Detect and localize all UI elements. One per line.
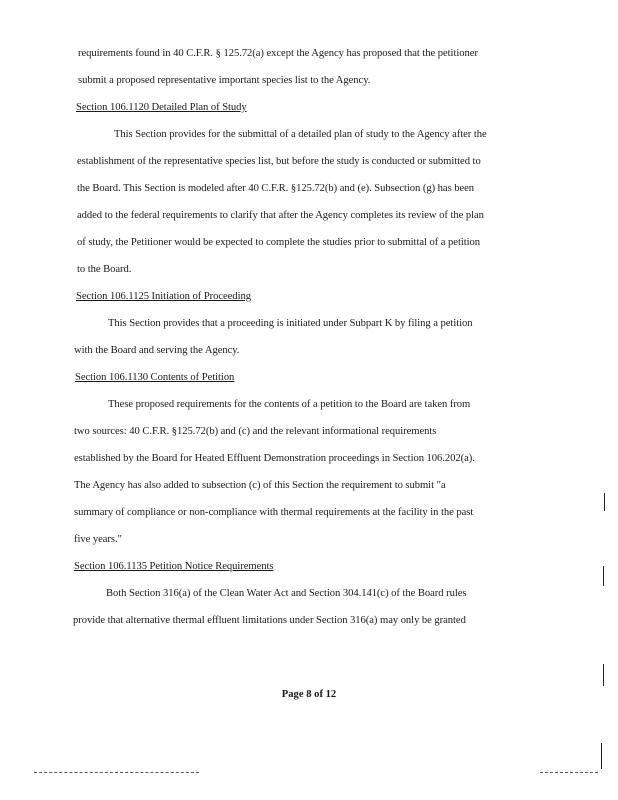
body-line-1: requirements found in 40 C.F.R. § 125.72(a) except the Agency has proposed that the petitioner xyxy=(78,48,478,59)
scan-dash-right xyxy=(540,772,598,773)
section-heading-1120: Section 106.1120 Detailed Plan of Study xyxy=(76,102,247,113)
body-line-4: This Section provides for the submittal of a detailed plan of study to the Agency after the xyxy=(114,129,487,140)
body-line-6: the Board. This Section is modeled after 40 C.F.R. §125.72(b) and (e). Subsection (g) has been xyxy=(77,183,475,194)
body-line-11: This Section provides that a proceeding is initiated under Subpart K by filing a petition xyxy=(108,318,473,329)
section-heading-1125: Section 106.1125 Initiation of Proceeding xyxy=(76,291,251,302)
scan-mark-4 xyxy=(601,743,602,769)
scan-mark-3 xyxy=(603,664,604,686)
scan-dash-left xyxy=(34,772,199,773)
body-line-12: with the Board and serving the Agency. xyxy=(74,345,240,356)
body-line-2: submit a proposed representative important species list to the Agency. xyxy=(78,75,371,86)
body-line-22: provide that alternative thermal effluent limitations under Section 316(a) may only be granted xyxy=(73,615,466,626)
body-line-14: These proposed requirements for the contents of a petition to the Board are taken from xyxy=(108,399,471,410)
section-heading-1130: Section 106.1130 Contents of Petition xyxy=(75,372,235,383)
scan-mark-2 xyxy=(603,566,604,586)
page-number-footer: Page 8 of 12 xyxy=(281,689,337,700)
body-line-18: summary of compliance or non-compliance with thermal requirements at the facility in the past xyxy=(74,507,474,518)
body-line-7: added to the federal requirements to clarify that after the Agency completes its review of the plan xyxy=(77,210,484,221)
body-line-5: establishment of the representative species list, but before the study is conducted or submitted to xyxy=(77,156,481,167)
body-line-19: five years." xyxy=(74,534,122,545)
body-line-17: The Agency has also added to subsection (c) of this Section the requirement to submit "a xyxy=(74,480,446,491)
body-line-16: established by the Board for Heated Effluent Demonstration proceedings in Section 106.202(a). xyxy=(74,453,475,464)
body-line-9: to the Board. xyxy=(77,264,132,275)
scan-mark-1 xyxy=(604,493,605,511)
body-line-21: Both Section 316(a) of the Clean Water Act and Section 304.141(c) of the Board rules xyxy=(106,588,467,599)
section-heading-1135: Section 106.1135 Petition Notice Requirements xyxy=(74,561,274,572)
body-line-15: two sources: 40 C.F.R. §125.72(b) and (c) and the relevant informational requirements xyxy=(74,426,437,437)
body-line-8: of study, the Petitioner would be expected to complete the studies prior to submittal of a petition xyxy=(77,237,481,248)
